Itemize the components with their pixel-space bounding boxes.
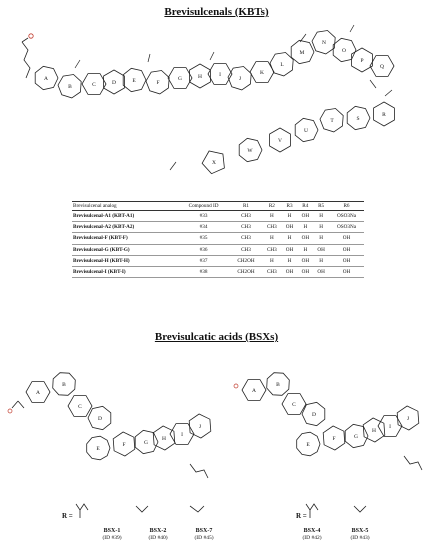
ring-label: E	[132, 78, 136, 84]
ring-label: P	[360, 58, 364, 64]
ring-label: H	[372, 428, 376, 434]
bsx-2-r-group	[136, 506, 148, 512]
table-cell: #37	[177, 255, 230, 266]
ring-label: B	[62, 382, 66, 388]
table-cell: OH	[329, 266, 364, 277]
ring-label: H	[198, 74, 202, 80]
table-cell: H	[262, 255, 282, 266]
compound-label	[292, 528, 332, 541]
compound-label	[92, 528, 132, 541]
ring-label: C	[292, 402, 296, 408]
kbt-ring-skeleton	[35, 31, 394, 174]
table-cell: OH	[282, 222, 298, 233]
table-cell: OH	[297, 211, 313, 222]
ring-label: J	[238, 76, 242, 82]
bsx-title: Brevisulcatic acids (BSXs)	[154, 331, 279, 343]
ring-label: J	[406, 416, 410, 422]
table-cell: OH	[313, 244, 329, 255]
compound-label	[138, 528, 178, 541]
table-cell: Brevisulcenal-A1 (KBT-A1)	[72, 211, 177, 222]
compound-id: (ID #43)	[350, 535, 370, 541]
table-cell: OSO3Na	[329, 211, 364, 222]
table-cell: H	[313, 211, 329, 222]
ring-label: I	[389, 424, 391, 430]
left-r-group-structures	[50, 498, 220, 522]
table-cell: Brevisulcenal-I (KBT-I)	[72, 266, 177, 277]
ring-label: O	[342, 48, 346, 54]
table-cell: H	[313, 222, 329, 233]
kbt-substituent-bonds	[75, 25, 392, 170]
right-r-chain	[404, 456, 422, 470]
table-row	[72, 266, 364, 277]
table-header: Compound ID	[177, 202, 230, 211]
table-cell: H	[282, 211, 298, 222]
bsx-7-r-group	[190, 506, 204, 512]
compound-id: (ID #45)	[194, 535, 214, 541]
ring-label: F	[122, 442, 126, 448]
table-header: R5	[313, 202, 329, 211]
table-row	[72, 244, 364, 255]
table-cell: H	[313, 255, 329, 266]
ring-label: C	[78, 404, 82, 410]
table-cell: OH	[329, 244, 364, 255]
compound-name: BSX-1	[103, 528, 121, 534]
compound-label	[340, 528, 380, 541]
kbt-title: Brevisulcenals (KBTs)	[164, 6, 269, 18]
table-cell: OSO3Na	[329, 222, 364, 233]
table-cell: Brevisulcenal-F (KBT-F)	[72, 233, 177, 244]
table-cell: OH	[297, 255, 313, 266]
table-cell: OH	[282, 266, 298, 277]
ring-label: H	[162, 436, 166, 442]
table-row	[72, 233, 364, 244]
kbt-side-chain	[22, 42, 30, 78]
left-r-label: R =	[62, 512, 73, 520]
table-cell: H	[297, 222, 313, 233]
table-cell: #36	[177, 244, 230, 255]
ring-label: D	[312, 412, 316, 418]
compound-name: BSX-4	[303, 528, 321, 534]
bsx-structure-diagram	[0, 346, 433, 496]
ring-label: D	[98, 416, 102, 422]
compound-name: BSX-7	[195, 528, 213, 534]
table-cell: CH3	[230, 222, 262, 233]
ring-label: F	[332, 436, 336, 442]
table-cell: CH2OH	[230, 255, 262, 266]
bsx-left-ring-labels	[36, 382, 202, 452]
table-cell: OH	[329, 233, 364, 244]
bsx-left-skeleton	[26, 373, 211, 460]
table-cell: OH	[329, 255, 364, 266]
ring-label: X	[212, 160, 216, 166]
table-cell: CH2OH	[230, 266, 262, 277]
aldehyde-oxygen	[29, 34, 33, 38]
table-cell: #33	[177, 211, 230, 222]
table-cell: #35	[177, 233, 230, 244]
ring-label: L	[280, 62, 284, 68]
left-r-chain	[190, 464, 208, 478]
compound-name: BSX-5	[351, 528, 369, 534]
bsx-1-r-group	[76, 504, 88, 518]
ring-label: G	[354, 434, 358, 440]
table-header: Brevisulcenal analog	[72, 202, 177, 211]
table-header: R6	[329, 202, 364, 211]
table-cell: OH	[297, 266, 313, 277]
compound-name: BSX-2	[149, 528, 167, 534]
table-cell: H	[282, 233, 298, 244]
table-cell: H	[297, 244, 313, 255]
ring-label: Q	[380, 64, 384, 70]
table-header: R3	[282, 202, 298, 211]
compound-label	[184, 528, 224, 541]
ring-label: T	[330, 118, 334, 124]
bsx-right-skeleton	[242, 373, 419, 456]
table-cell: CH3	[262, 222, 282, 233]
table-cell: OH	[313, 266, 329, 277]
table-cell: CH3	[230, 244, 262, 255]
table-row	[72, 222, 364, 233]
table-row	[72, 255, 364, 266]
kbt-structure-diagram	[0, 20, 433, 190]
table-header: R2	[262, 202, 282, 211]
table-cell: CH3	[262, 244, 282, 255]
table-cell: CH3	[230, 211, 262, 222]
table-cell: H	[262, 211, 282, 222]
table-cell: #38	[177, 266, 230, 277]
ring-label: G	[178, 76, 182, 82]
ring-label: B	[276, 382, 280, 388]
ring-label: E	[306, 442, 310, 448]
ring-label: V	[278, 138, 282, 144]
bsx-5-r-group	[354, 506, 366, 512]
table-cell: Brevisulcenal-A2 (KBT-A2)	[72, 222, 177, 233]
ring-label: G	[144, 440, 148, 446]
table-cell: #34	[177, 222, 230, 233]
bsx-4-r-group	[306, 504, 318, 518]
table-cell: CH3	[262, 266, 282, 277]
ring-label: S	[356, 116, 360, 122]
table-header: R4	[297, 202, 313, 211]
ring-label: W	[247, 148, 253, 154]
table-cell: H	[262, 233, 282, 244]
ring-label: N	[322, 40, 326, 46]
compound-id: (ID #39)	[102, 535, 122, 541]
ring-label: I	[181, 432, 183, 438]
ring-label: A	[252, 388, 256, 394]
ring-label: C	[92, 82, 96, 88]
ring-label: A	[36, 390, 40, 396]
kbt-analog-table	[72, 201, 364, 278]
ring-label: U	[304, 128, 308, 134]
ring-label: K	[260, 70, 264, 76]
ring-label: I	[219, 72, 221, 78]
ring-label: B	[68, 84, 72, 90]
carboxylic-acid-group	[12, 401, 24, 408]
ring-label: A	[44, 76, 48, 82]
table-cell: H	[313, 233, 329, 244]
table-cell: OH	[282, 244, 298, 255]
table-header: R1	[230, 202, 262, 211]
lactone-oxygen	[234, 384, 238, 388]
ring-label: F	[156, 80, 160, 86]
table-cell: H	[282, 255, 298, 266]
table-cell: OH	[297, 233, 313, 244]
ring-label: D	[112, 80, 116, 86]
table-cell: CH3	[230, 233, 262, 244]
ring-label: E	[96, 446, 100, 452]
table-row	[72, 211, 364, 222]
ring-label: J	[198, 424, 202, 430]
right-r-label: R =	[296, 512, 307, 520]
compound-id: (ID #42)	[302, 535, 322, 541]
table-cell: Brevisulcenal-H (KBT-H)	[72, 255, 177, 266]
table-header-row	[72, 202, 364, 211]
table-cell: Brevisulcenal-G (KBT-G)	[72, 244, 177, 255]
ring-label: R	[382, 112, 386, 118]
bsx-right-ring-labels	[252, 382, 410, 448]
compound-id: (ID #40)	[148, 535, 168, 541]
ring-label: M	[299, 50, 305, 56]
kbt-ring-label-group	[44, 40, 386, 166]
